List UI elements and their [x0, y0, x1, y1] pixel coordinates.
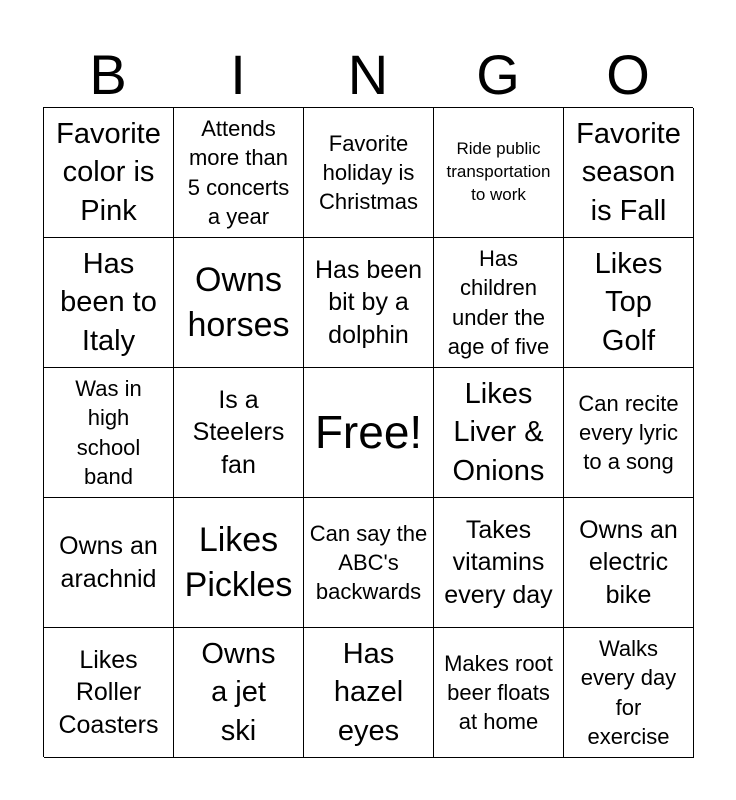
bingo-cell-free[interactable]: [304, 368, 434, 498]
bingo-cell-r2-c4[interactable]: [434, 238, 564, 368]
bingo-cell-r5-c1[interactable]: [44, 628, 174, 758]
cell-label: Ride public transportation to work: [446, 139, 551, 204]
bingo-cell-r5-c5[interactable]: [564, 628, 694, 758]
bingo-cell-r2-c5[interactable]: [564, 238, 694, 368]
cell-label: Has been bit by a dolphin: [314, 255, 423, 349]
cell-label: Attends more than 5 concerts a year: [187, 116, 290, 229]
cell-label: Favorite color is Pink: [56, 118, 161, 227]
cell-label: Owns a jet ski: [201, 638, 276, 747]
cell-label: Has children under the age of five: [447, 246, 550, 359]
cell-label: Favorite holiday is Christmas: [318, 130, 418, 215]
header-letter-i: I: [230, 43, 246, 106]
cell-label: Can say the ABC's backwards: [309, 520, 428, 605]
bingo-cell-r3-c1[interactable]: [44, 368, 174, 498]
bingo-cell-r5-c2[interactable]: [174, 628, 304, 758]
cell-label: Owns horses: [187, 261, 290, 344]
bingo-cell-r4-c1[interactable]: [44, 498, 174, 628]
cell-label: Owns an electric bike: [579, 515, 678, 609]
bingo-cell-r2-c1[interactable]: [44, 238, 174, 368]
cell-label: Takes vitamins every day: [444, 515, 553, 609]
bingo-cell-r4-c3[interactable]: [304, 498, 434, 628]
header-letter-o: O: [606, 43, 650, 106]
bingo-cell-r1-c3[interactable]: [304, 108, 434, 238]
header-letter-g: G: [476, 43, 520, 106]
cell-label: Is a Steelers fan: [192, 385, 285, 479]
cell-label: Can recite every lyric to a song: [578, 390, 679, 475]
bingo-cell-r1-c1[interactable]: [44, 108, 174, 238]
cell-label: Likes Top Golf: [594, 248, 663, 357]
bingo-cell-r5-c3[interactable]: [304, 628, 434, 758]
free-space-label: Free!: [314, 406, 423, 459]
bingo-cell-r4-c5[interactable]: [564, 498, 694, 628]
bingo-cell-r4-c2[interactable]: [174, 498, 304, 628]
bingo-cell-r2-c3[interactable]: [304, 238, 434, 368]
bingo-cell-r1-c5[interactable]: [564, 108, 694, 238]
bingo-cell-r1-c2[interactable]: [174, 108, 304, 238]
bingo-cell-r3-c5[interactable]: [564, 368, 694, 498]
cell-label: Likes Roller Coasters: [58, 645, 159, 739]
cell-label: Has hazel eyes: [333, 638, 404, 747]
bingo-board: [43, 107, 693, 757]
cell-label: Makes root beer floats at home: [444, 650, 553, 735]
cell-label: Likes Pickles: [184, 521, 293, 604]
bingo-cell-r4-c4[interactable]: [434, 498, 564, 628]
bingo-cell-r2-c2[interactable]: [174, 238, 304, 368]
bingo-cell-r5-c4[interactable]: [434, 628, 564, 758]
bingo-cell-r1-c4[interactable]: [434, 108, 564, 238]
cell-label: Was in high school band: [75, 376, 142, 489]
cell-label: Walks every day for exercise: [580, 636, 677, 749]
cell-label: Owns an arachnid: [59, 532, 158, 593]
header-letter-n: N: [347, 43, 389, 106]
cell-label: Likes Liver & Onions: [452, 378, 545, 487]
bingo-cell-r3-c4[interactable]: [434, 368, 564, 498]
cell-label: Has been to Italy: [60, 248, 157, 357]
bingo-header: [43, 42, 693, 108]
cell-label: Favorite season is Fall: [576, 118, 681, 227]
bingo-cell-r3-c2[interactable]: [174, 368, 304, 498]
header-letter-b: B: [89, 43, 127, 106]
